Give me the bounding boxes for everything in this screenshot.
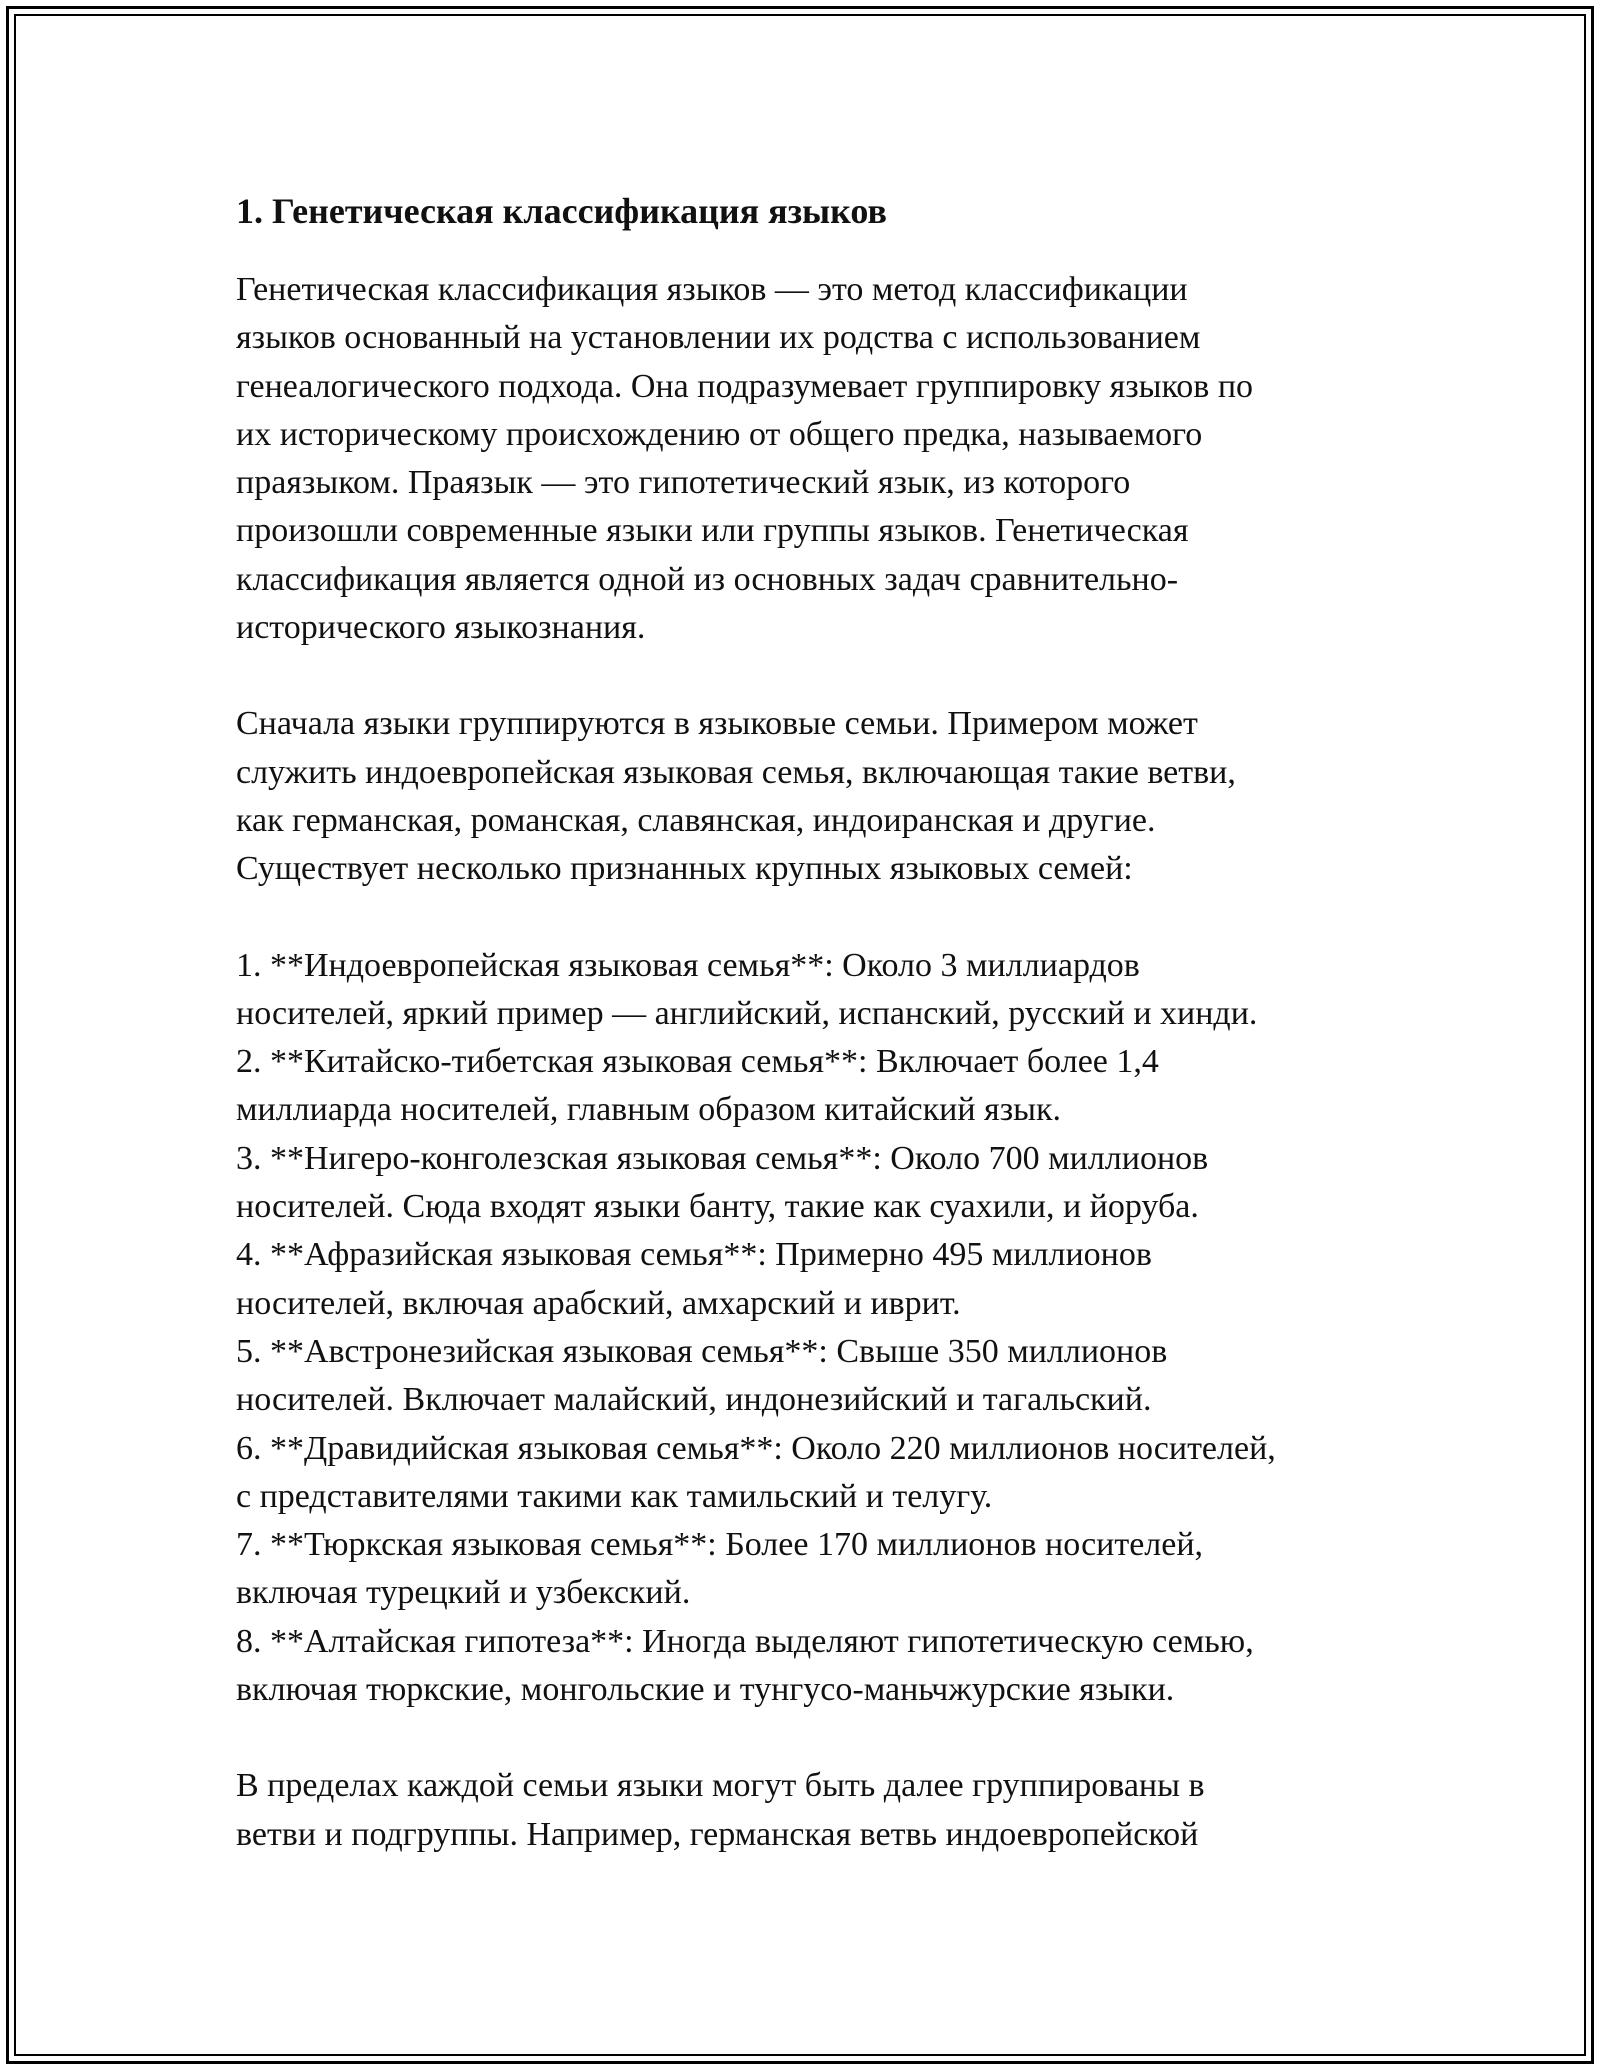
- text-line: классификация является одной из основных задач сравнительно-: [236, 560, 1179, 598]
- list-item: [236, 1231, 1386, 1328]
- paragraph-intro: [236, 266, 1386, 652]
- list-item-line: включая турецкий и узбекский.: [236, 1574, 691, 1612]
- text-line: исторического языкознания.: [236, 609, 646, 647]
- text-line: произошли современные языки или группы языков. Генетическая: [236, 512, 1189, 550]
- list-item-line: 3. **Нигеро-конголезская языковая семья**: Около 700 миллионов: [236, 1139, 1209, 1177]
- text-line: Сначала языки группируются в языковые семьи. Примером может: [236, 705, 1198, 743]
- list-item-line: 5. **Австронезийская языковая семья**: Свыше 350 миллионов: [236, 1332, 1168, 1370]
- text-line: ветви и подгруппы. Например, германская ветвь индоевропейской: [236, 1815, 1199, 1853]
- language-families-list: [236, 942, 1386, 1715]
- list-item-line: с представителями такими как тамильский и телугу.: [236, 1477, 993, 1515]
- list-item: [236, 1328, 1386, 1425]
- text-line: праязыком. Праязык — это гипотетический язык, из которого: [236, 464, 1131, 502]
- list-item-line: носителей. Включает малайский, индонезийский и тагальский.: [236, 1381, 1152, 1419]
- paragraph-families-intro: [236, 700, 1386, 893]
- text-line: генеалогического подхода. Она подразумевает группировку языков по: [236, 367, 1254, 405]
- list-item-line: 8. **Алтайская гипотеза**: Иногда выделяют гипотетическую семью,: [236, 1622, 1254, 1660]
- list-item-line: 1. **Индоевропейская языковая семья**: Около 3 миллиардов: [236, 946, 1140, 984]
- document-body: [236, 190, 1386, 1907]
- list-item: [236, 1425, 1386, 1522]
- list-item-line: носителей. Сюда входят языки банту, такие как суахили, и йоруба.: [236, 1188, 1199, 1226]
- text-line: Существует несколько признанных крупных языковых семей:: [236, 850, 1133, 888]
- list-item-line: миллиарда носителей, главным образом китайский язык.: [236, 1091, 1061, 1129]
- list-item: [236, 1038, 1386, 1135]
- list-item-line: 2. **Китайско-тибетская языковая семья**: Включает более 1,4: [236, 1043, 1159, 1081]
- list-item-line: 7. **Тюркская языковая семья**: Более 170 миллионов носителей,: [236, 1526, 1204, 1564]
- text-line: Генетическая классификация языков — это метод классификации: [236, 271, 1188, 308]
- list-item-line: носителей, яркий пример — английский, испанский, русский и хинди.: [236, 994, 1258, 1032]
- list-item-line: 4. **Афразийская языковая семья**: Примерно 495 миллионов: [236, 1236, 1152, 1274]
- list-item: [236, 1521, 1386, 1618]
- list-item: [236, 1618, 1386, 1715]
- text-line: языков основанный на установлении их родства с использованием: [236, 319, 1201, 357]
- text-line: В пределах каждой семьи языки могут быть далее группированы в: [236, 1767, 1205, 1805]
- section-title: 1. Генетическая классификация языков: [236, 191, 887, 231]
- list-item: [236, 942, 1386, 1039]
- list-item-line: 6. **Дравидийская языковая семья**: Около 220 миллионов носителей,: [236, 1429, 1276, 1467]
- list-item-line: включая тюркские, монгольские и тунгусо-маньчжурские языки.: [236, 1671, 1175, 1709]
- paragraph-closing: [236, 1762, 1386, 1859]
- text-line: служить индоевропейская языковая семья, включающая такие ветви,: [236, 753, 1236, 791]
- text-line: как германская, романская, славянская, индоиранская и другие.: [236, 801, 1156, 839]
- text-line: их историческому происхождению от общего предка, называемого: [236, 415, 1203, 453]
- list-item: [236, 1135, 1386, 1232]
- list-item-line: носителей, включая арабский, амхарский и иврит.: [236, 1284, 961, 1322]
